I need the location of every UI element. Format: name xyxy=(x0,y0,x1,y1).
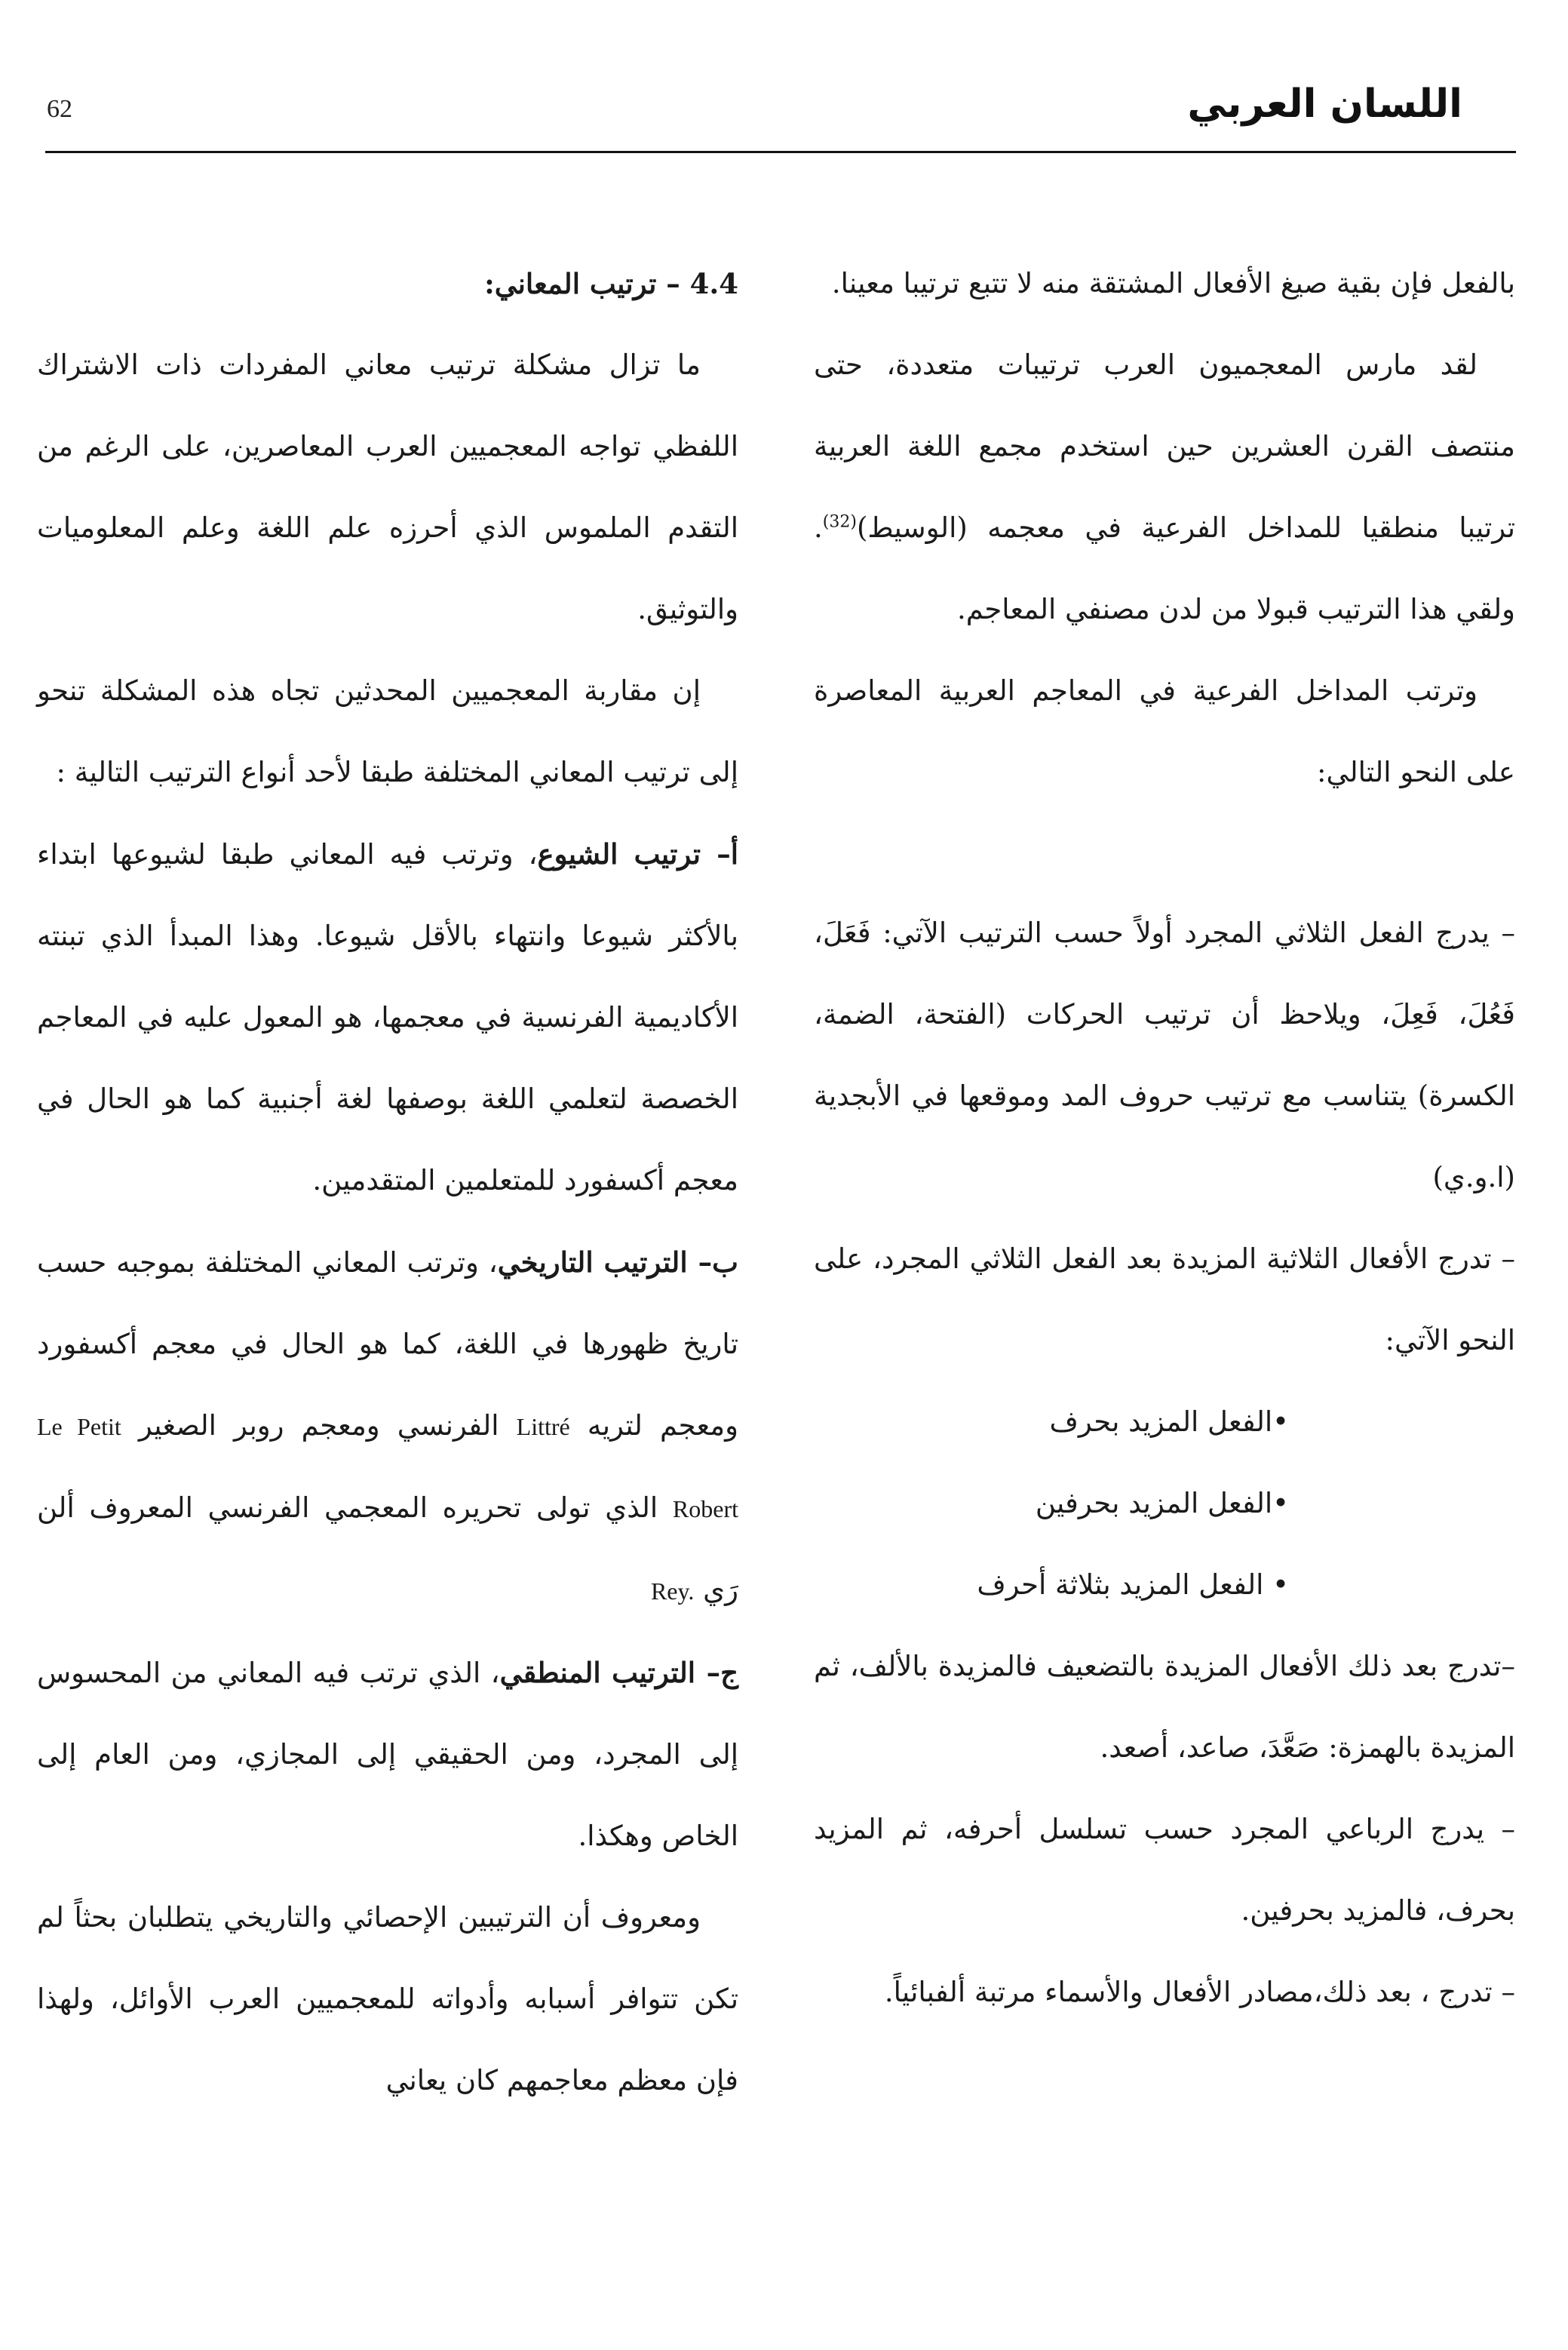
section-heading: 4.4 – ترتيب المعاني: xyxy=(484,267,738,300)
paragraph xyxy=(37,1221,738,1632)
page-number: 62 xyxy=(47,95,72,123)
paragraph: إن مقاربة المعجميين المحدثين تجاه هذه المشكلة تنحو إلى ترتيب المعاني المختلفة طبقا لأحد أنواع الترتيب التالية : xyxy=(37,674,738,788)
footnote-ref: (32) xyxy=(822,512,857,532)
paragraph-text: لقد مارس المعجميون العرب ترتيبات متعددة، حتى منتصف القرن العشرين حين استخدم مجمع اللغة العربية ترتيبا منطقيا للمداخل الفرعية في معجمه (الوسيط) xyxy=(814,349,1515,544)
list-item: – تدرج الأفعال الثلاثية المزيدة بعد الفعل الثلاثي المجرد، على النحو الآتي: xyxy=(814,1243,1515,1356)
latin-term: Rey. xyxy=(650,1577,695,1605)
item-label: ب– الترتيب التاريخي xyxy=(497,1246,738,1279)
paragraph-text: الفرنسي ومعجم روبر الصغير xyxy=(121,1409,517,1442)
right-column xyxy=(814,243,1515,2033)
paragraph-text: الذي تولى تحريره المعجمي الفرنسي المعروف ألن رَي xyxy=(37,1491,738,1606)
journal-title: اللسان العربي xyxy=(1187,81,1462,127)
sub-list-item: • الفعل المزيد بثلاثة أحرف xyxy=(977,1568,1289,1601)
latin-term: Le Petit Robert xyxy=(37,1413,738,1522)
spacer xyxy=(814,813,1515,892)
item-label: ج– الترتيب المنطقي xyxy=(499,1656,738,1689)
sub-list-item: •الفعل المزيد بحرف xyxy=(1049,1405,1289,1438)
sub-list-item: •الفعل المزيد بحرفين xyxy=(1035,1487,1289,1519)
paragraph xyxy=(37,813,738,1221)
left-column xyxy=(37,243,738,2121)
list-item: –تدرج بعد ذلك الأفعال المزيدة بالتضعيف فالمزيدة بالألف، ثم المزيدة بالهمزة: صَعَّدَ، صاعد، أصعد. xyxy=(814,1650,1515,1764)
paragraph-text: ، وترتب المعاني المختلفة بموجبه حسب تاريخ ظهورها في اللغة، كما هو الحال في معجم أكسفورد ومعجم لتريه xyxy=(37,1246,738,1442)
item-label: أ– ترتيب الشيوع xyxy=(537,837,738,871)
paragraph: وترتب المداخل الفرعية في المعاجم العربية المعاصرة على النحو التالي: xyxy=(814,674,1515,788)
latin-term: Littré xyxy=(516,1413,570,1440)
paragraph xyxy=(37,1632,738,1877)
list-item: – يدرج الفعل الثلاثي المجرد أولاً حسب الترتيب الآتي: فَعَلَ، فَعُلَ، فَعِلَ، ويلاحظ أن ترتيب الحركات (الفتحة، الضمة، الكسرة) يتناسب مع ترتيب حروف المد وموقعها في الأبجدية (ا.و.ي) xyxy=(814,917,1515,1193)
paragraph: بالفعل فإن بقية صيغ الأفعال المشتقة منه لا تتبع ترتيبا معينا. xyxy=(831,267,1515,300)
paragraph-text: . ولقي هذا الترتيب قبولا من لدن مصنفي المعاجم. xyxy=(814,511,1515,625)
paragraph: ما تزال مشكلة ترتيب معاني المفردات ذات الاشتراك اللفظي تواجه المعجميين العرب المعاصرين، على الرغم من التقدم الملموس الذي أحرزه علم اللغة وعلم المعلوميات والتوثيق. xyxy=(37,349,738,625)
paragraph-text: ، وترتب فيه المعاني طبقا لشيوعها ابتداء بالأكثر شيوعا وانتهاء بالأقل شيوعا. وهذا المبدأ الذي تبنته الأكاديمية الفرنسية في معجمها، هو المعول عليه في المعاجم الخصصة لتعلمي اللغة بوصفها لغة أجنبية كما هو الحال في معجم أكسفورد للمتعلمين المتقدمين. xyxy=(37,838,738,1197)
paragraph xyxy=(814,324,1515,650)
paragraph-text: ، الذي ترتب فيه المعاني من المحسوس إلى المجرد، ومن الحقيقي إلى المجازي، ومن العام إلى الخاص وهكذا. xyxy=(37,1657,738,1852)
header-rule xyxy=(45,151,1516,153)
list-item: – تدرج ، بعد ذلك،مصادر الأفعال والأسماء مرتبة ألفبائياً. xyxy=(884,1976,1515,2008)
paragraph: ومعروف أن الترتيبين الإحصائي والتاريخي يتطلبان بحثاً لم تكن تتوافر أسبابه وأدواته للمعجميين العرب الأوائل، ولهذا فإن معظم معاجمهم كان يعاني xyxy=(37,1901,738,2097)
list-item: – يدرج الرباعي المجرد حسب تسلسل أحرفه، ثم المزيد بحرف، فالمزيد بحرفين. xyxy=(814,1813,1515,1927)
